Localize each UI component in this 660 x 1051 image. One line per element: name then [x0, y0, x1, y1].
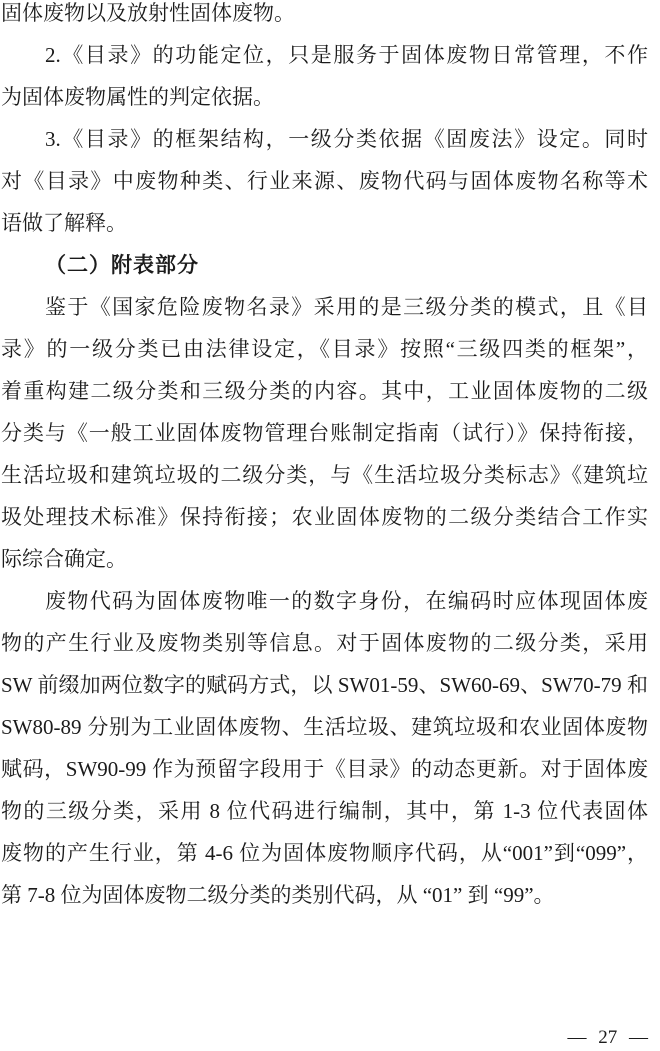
text-line: 录》的一级分类已由法律设定，《目录》按照“三级四类的框架”，	[1, 337, 648, 361]
text-line: 废物代码为固体废物唯一的数字身份，在编码时应体现固体废	[45, 589, 648, 613]
section-heading: （二）附表部分	[45, 253, 199, 277]
text-line: 分类与《一般工业固体废物管理台账制定指南（试行）》保持衔接，	[1, 421, 648, 445]
text-line: 废物的产生行业，第 4-6 位为固体废物顺序代码，从“001”到“099”，	[1, 841, 648, 865]
text-line: 固体废物以及放射性固体废物。	[1, 1, 295, 25]
text-line: 际综合确定。	[1, 547, 127, 571]
text-line: 赋码，SW90-99 作为预留字段用于《目录》的动态更新。对于固体废	[1, 757, 648, 781]
text-line: 2.《目录》的功能定位，只是服务于固体废物日常管理，不作	[45, 43, 648, 67]
text-line: 鉴于《国家危险废物名录》采用的是三级分类的模式，且《目	[45, 295, 648, 319]
text-line: SW 前缀加两位数字的赋码方式，以 SW01-59、SW60-69、SW70-79 和	[1, 673, 648, 697]
text-line: 生活垃圾和建筑垃圾的二级分类，与《生活垃圾分类标志》《建筑垃	[1, 463, 648, 487]
text-line: 圾处理技术标准》保持衔接；农业固体废物的二级分类结合工作实	[1, 505, 648, 529]
page-footer	[568, 1026, 649, 1050]
text-line: 第 7-8 位为固体废物二级分类的类别代码，从 “01” 到 “99”。	[1, 883, 555, 907]
text-line: 着重构建二级分类和三级分类的内容。其中，工业固体废物的二级	[1, 379, 648, 403]
text-line: 物的产生行业及废物类别等信息。对于固体废物的二级分类，采用	[1, 631, 648, 655]
text-line: 为固体废物属性的判定依据。	[1, 85, 274, 109]
text-line: 语做了解释。	[1, 211, 127, 235]
text-line: 物的三级分类，采用 8 位代码进行编制，其中，第 1-3 位代表固体	[1, 799, 648, 823]
document-body	[1, 0, 648, 916]
text-line: 3.《目录》的框架结构，一级分类依据《固废法》设定。同时	[45, 127, 648, 151]
text-line: SW80-89 分别为工业固体废物、生活垃圾、建筑垃圾和农业固体废物	[1, 715, 648, 739]
page-number-label: — 27 —	[567, 1027, 648, 1048]
text-line: 对《目录》中废物种类、行业来源、废物代码与固体废物名称等术	[1, 169, 648, 193]
